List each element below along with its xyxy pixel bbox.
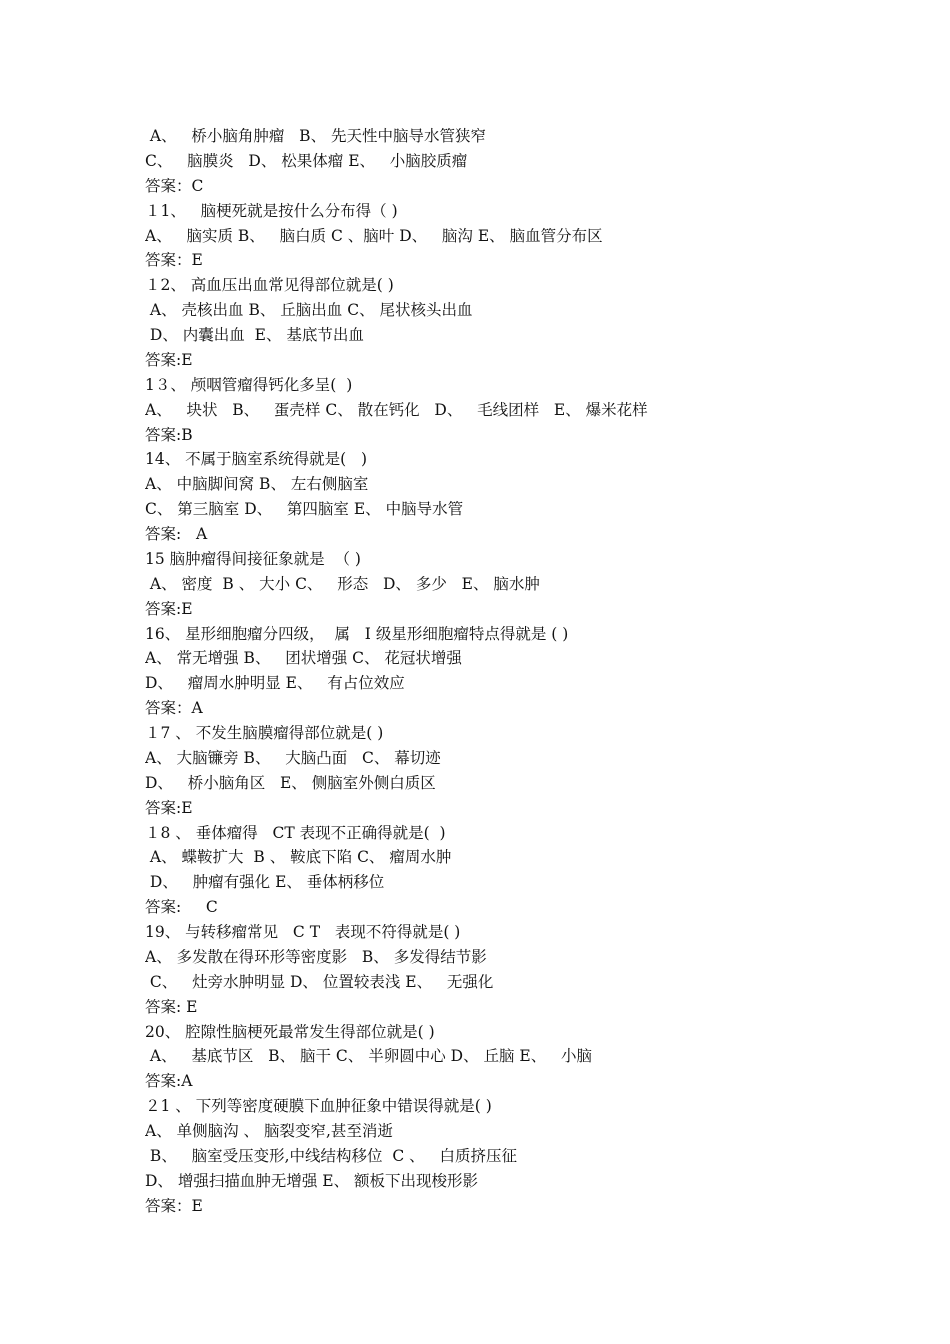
answer-line: 答案：E xyxy=(145,251,203,270)
options-line: A、 密度 B 、 大小 C、 形态 D、 多少 E、 脑水肿 xyxy=(145,574,540,593)
options-line: A、 中脑脚间窝 B、 左右侧脑室 xyxy=(145,475,369,494)
answer-line: 答案：A xyxy=(145,699,203,718)
options-line: C、 脑膜炎 D、 松果体瘤 E、 小脑胶质瘤 xyxy=(145,151,468,170)
question-line: 14、 不属于脑室系统得就是( ) xyxy=(145,450,368,469)
options-line: A、 单侧脑沟 、 脑裂变窄,甚至消逝 xyxy=(145,1122,393,1140)
answer-line: 答案：E xyxy=(145,1196,203,1215)
options-line: A、 桥小脑角肿瘤 B、 先天性中脑导水管狭窄 xyxy=(145,127,487,145)
answer-line: 答案:E xyxy=(145,350,193,369)
question-line: 20、 腔隙性脑梗死最常发生得部位就是( ) xyxy=(145,1022,435,1041)
options-line: C、 第三脑室 D、 第四脑室 E、 中脑导水管 xyxy=(145,500,464,519)
answer-line: 答案: E xyxy=(145,997,198,1016)
question-text-block xyxy=(145,124,845,1219)
answer-line: 答案:A xyxy=(145,1072,193,1091)
options-line: A、 常无增强 B、 团状增强 C、 花冠状增强 xyxy=(145,649,462,668)
question-line: １8 、 垂体瘤得 CT 表现不正确得就是( ) xyxy=(145,823,446,842)
answer-line: 答案：C xyxy=(145,176,204,195)
answer-line: 答案:E xyxy=(145,798,193,817)
options-line: A、 蝶鞍扩大 B 、 鞍底下陷 C、 瘤周水肿 xyxy=(145,848,452,867)
question-line: 1３、 颅咽管瘤得钙化多呈( ) xyxy=(145,375,353,394)
options-line: D、 肿瘤有强化 E、 垂体柄移位 xyxy=(145,873,385,892)
question-line: １7 、 不发生脑膜瘤得部位就是( ) xyxy=(145,724,384,742)
question-line: １2、 高血压出血常见得部位就是( ) xyxy=(145,276,394,295)
answer-line: 答案: C xyxy=(145,898,218,917)
options-line: A、 块状 B、 蛋壳样 C、 散在钙化 D、 毛线团样 E、 爆米花样 xyxy=(145,400,648,419)
options-line: C、 灶旁水肿明显 D、 位置较表浅 E、 无强化 xyxy=(145,972,494,991)
options-line: D、 内囊出血 E、 基底节出血 xyxy=(145,326,364,344)
options-line: A、 脑实质 B、 脑白质 C 、脑叶 D、 脑沟 E、 脑血管分布区 xyxy=(145,226,603,245)
question-line: 16、 星形细胞瘤分四级， 属 I 级星形细胞瘤特点得就是 ( ) xyxy=(145,624,569,643)
options-line: B、 脑室受压变形,中线结构移位 C 、 白质挤压征 xyxy=(145,1146,517,1165)
options-line: D、 增强扫描血肿无增强 E、 额板下出现梭形影 xyxy=(145,1171,479,1190)
question-line: 19、 与转移瘤常见 C T 表现不符得就是( ) xyxy=(145,923,461,941)
options-line: A、 多发散在得环形等密度影 B、 多发得结节影 xyxy=(145,947,487,966)
options-line: A、 大脑镰旁 B、 大脑凸面 C、 幕切迹 xyxy=(145,748,441,767)
question-line: １1、 脑梗死就是按什么分布得（ ) xyxy=(145,201,398,220)
options-line: A、 基底节区 B、 脑干 C、 半卵圆中心 D、 丘脑 E、 小脑 xyxy=(145,1047,593,1066)
answer-line: 答案: A xyxy=(145,525,208,543)
answer-line: 答案:E xyxy=(145,599,193,618)
options-line: D、 瘤周水肿明显 E、 有占位效应 xyxy=(145,674,405,693)
question-line: 15 脑肿瘤得间接征象就是 （ ) xyxy=(145,549,361,568)
options-line: A、 壳核出血 B、 丘脑出血 C、 尾状核头出血 xyxy=(145,301,473,320)
answer-line: 答案:B xyxy=(145,425,193,444)
question-line: ２1 、 下列等密度硬膜下血肿征象中错误得就是( ) xyxy=(145,1097,492,1116)
options-line: D、 桥小脑角区 E、 侧脑室外侧白质区 xyxy=(145,773,436,792)
